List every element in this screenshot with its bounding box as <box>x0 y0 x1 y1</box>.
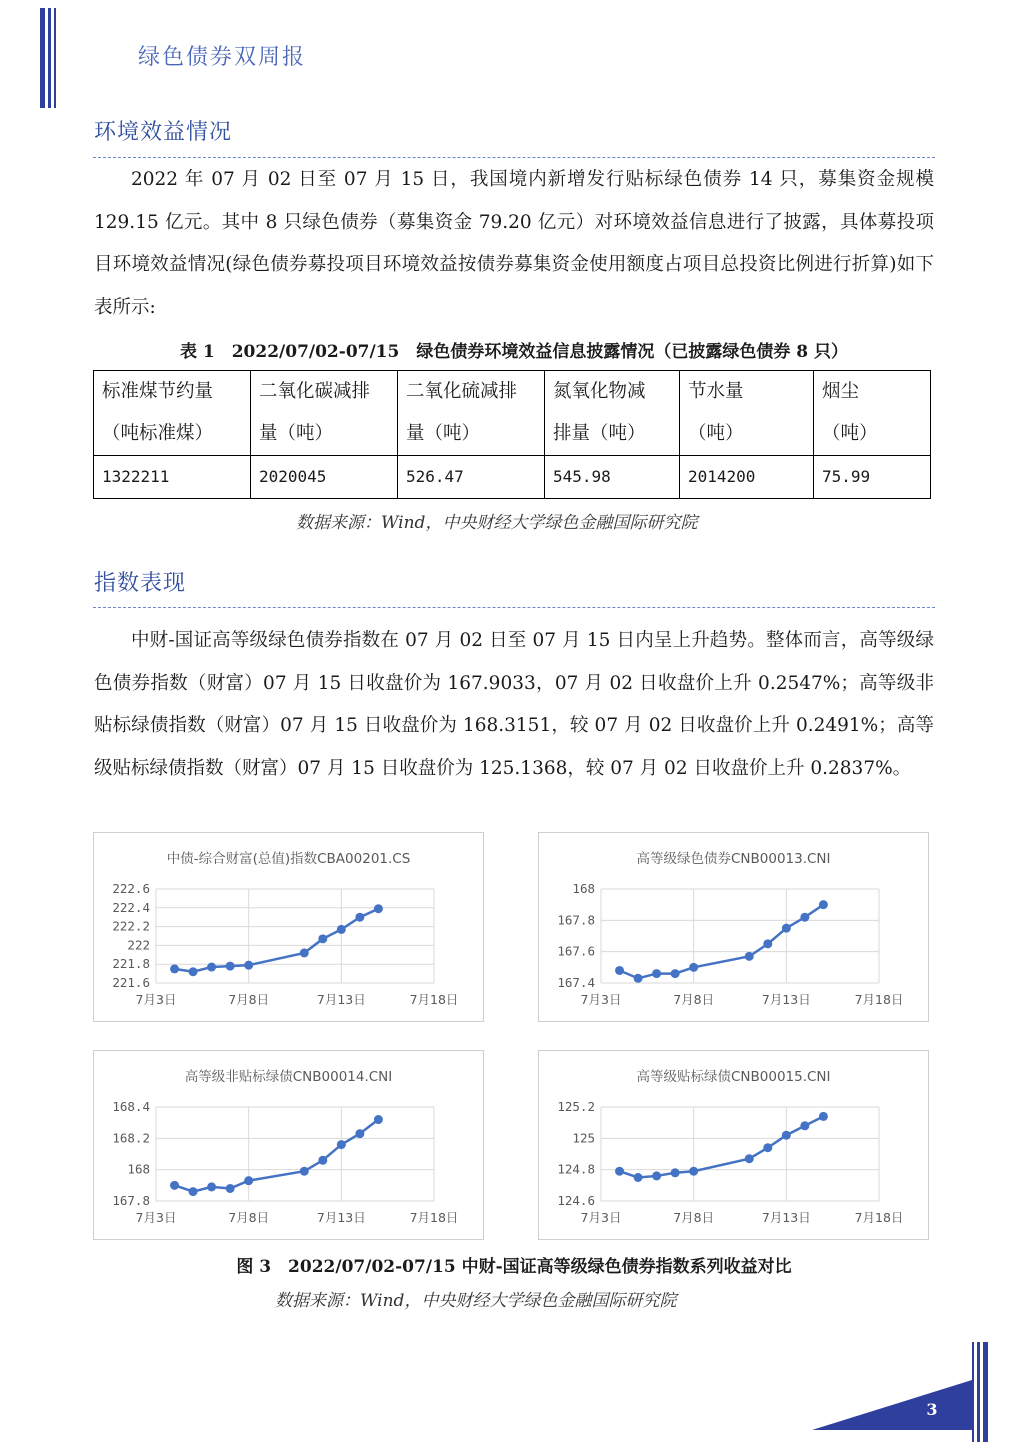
x-tick-label: 7月8日 <box>673 992 715 1007</box>
x-tick-label: 7月18日 <box>409 992 459 1007</box>
index-paragraph: 中财-国证高等级绿色债券指数在 07 月 02 日至 07 月 15 日内呈上升趋势。整体而言，高等级绿色债券指数（财富）07 月 15 日收盘价为 167.9033，07 月 02 日收盘价上升 0.2547%；高等级非贴标绿债指数（财富）07 月 15 日收盘价为 168.3151，较 07 月 02 日收盘价上升 0.2491%；高等级贴标绿债指数（财富）07 月 15 日收盘价为 125.1368，较 07 月 02 日收盘价上升 0.2837%。 <box>94 630 934 779</box>
data-point <box>300 1167 309 1176</box>
chart-title: 高等级绿色债券CNB00013.CNI <box>636 851 831 867</box>
page-number: 3 <box>926 1400 938 1419</box>
data-point <box>634 1173 643 1182</box>
chart-cnb00013 <box>539 833 928 1021</box>
x-tick-label: 7月8日 <box>228 992 270 1007</box>
footer-decoration-bars <box>972 1342 992 1442</box>
data-point <box>671 1168 680 1177</box>
data-point <box>615 1167 624 1176</box>
chart-panel-cba00201 <box>93 832 484 1022</box>
table-cell: 2020045 <box>251 456 398 499</box>
section-title-index: 指数表现 <box>94 571 187 596</box>
y-tick-label: 124.6 <box>557 1193 595 1208</box>
data-point <box>374 1115 383 1124</box>
x-tick-label: 7月18日 <box>409 1210 459 1225</box>
x-tick-label: 7月13日 <box>761 1210 811 1225</box>
data-point <box>689 1167 698 1176</box>
data-point <box>226 1184 235 1193</box>
chart-panel-cnb00015 <box>538 1050 929 1240</box>
x-tick-label: 7月8日 <box>228 1210 270 1225</box>
x-tick-label: 7月13日 <box>316 992 366 1007</box>
chart-panel-cnb00013 <box>538 832 929 1022</box>
data-point <box>671 969 680 978</box>
x-tick-label: 7月3日 <box>580 1210 622 1225</box>
series-line <box>175 909 379 972</box>
table-caption: 表 1 2022/07/02-07/15 绿色债券环境效益信息披露情况（已披露绿色债券 8 只） <box>179 342 849 362</box>
table-header-cell: 节水量 （吨） <box>680 371 814 456</box>
y-tick-label: 167.6 <box>557 943 595 959</box>
table-header-cell: 氮氧化物减 排量（吨） <box>545 371 680 456</box>
y-tick-label: 167.8 <box>557 912 595 928</box>
y-tick-label: 222.6 <box>112 881 150 896</box>
table-header-cell: 二氧化硫减排 量（吨） <box>398 371 545 456</box>
y-tick-label: 167.4 <box>557 975 595 990</box>
data-point <box>355 1129 364 1138</box>
y-tick-label: 124.8 <box>557 1161 595 1177</box>
section-divider <box>93 607 935 608</box>
section-divider <box>93 157 935 158</box>
data-point <box>355 913 364 922</box>
y-tick-label: 222 <box>127 937 150 953</box>
data-point <box>819 900 828 909</box>
environment-benefit-table <box>93 370 931 499</box>
environment-paragraph: 2022 年 07 月 02 日至 07 月 15 日，我国境内新增发行贴标绿色债券 14 只，募集资金规模 129.15 亿元。其中 8 只绿色债券（募集资金 79.20 亿元）对环境效益信息进行了披露，具体募投项目环境效益情况(绿色债券募投项目环境效益按债券募集资金使用额度占项目总投资比例进行折算)如下表所示: <box>94 169 934 318</box>
x-tick-label: 7月13日 <box>316 1210 366 1225</box>
data-point <box>244 1176 253 1185</box>
y-tick-label: 222.2 <box>112 918 150 934</box>
chart-title: 中债-综合财富(总值)指数CBA00201.CS <box>166 851 411 867</box>
data-point <box>207 1182 216 1191</box>
data-point <box>800 913 809 922</box>
chart-cba00201 <box>94 833 483 1021</box>
header-decoration-bars <box>40 8 60 108</box>
chart-title: 高等级非贴标绿债CNB00014.CNI <box>184 1069 393 1085</box>
data-point <box>244 961 253 970</box>
y-tick-label: 168.4 <box>112 1099 150 1114</box>
x-tick-label: 7月13日 <box>761 992 811 1007</box>
series-line <box>620 905 824 979</box>
data-point <box>763 939 772 948</box>
data-point <box>782 1131 791 1140</box>
data-point <box>652 969 661 978</box>
data-point <box>318 1156 327 1165</box>
y-tick-label: 168 <box>127 1161 150 1177</box>
x-tick-label: 7月8日 <box>673 1210 715 1225</box>
y-tick-label: 221.6 <box>112 975 150 990</box>
data-point <box>300 948 309 957</box>
table-header-cell: 标准煤节约量 （吨标准煤） <box>94 371 251 456</box>
data-point <box>189 967 198 976</box>
data-point <box>207 963 216 972</box>
x-tick-label: 7月18日 <box>854 1210 904 1225</box>
data-point <box>782 924 791 933</box>
data-source-note: 数据来源：Wind，中央财经大学绿色金融国际研究院 <box>296 513 698 533</box>
y-tick-label: 222.4 <box>112 899 150 915</box>
table-row <box>94 456 931 499</box>
figure-caption: 图 3 2022/07/02-07/15 中财-国证高等级绿色债券指数系列收益对比 <box>236 1257 792 1277</box>
table-cell: 526.47 <box>398 456 545 499</box>
table-cell: 1322211 <box>94 456 251 499</box>
x-tick-label: 7月3日 <box>580 992 622 1007</box>
chart-cnb00015 <box>539 1051 928 1239</box>
y-tick-label: 168.2 <box>112 1130 150 1146</box>
y-tick-label: 125.2 <box>557 1099 595 1114</box>
series-line <box>620 1116 824 1177</box>
data-point <box>189 1187 198 1196</box>
report-title: 绿色债券双周报 <box>138 45 307 70</box>
table-cell: 75.99 <box>814 456 931 499</box>
section-title-environment: 环境效益情况 <box>94 120 233 145</box>
data-point <box>337 1140 346 1149</box>
data-point <box>170 964 179 973</box>
table-cell: 2014200 <box>680 456 814 499</box>
data-point <box>800 1121 809 1130</box>
y-tick-label: 221.8 <box>112 956 150 972</box>
data-point <box>337 925 346 934</box>
data-point <box>652 1171 661 1180</box>
data-source-note: 数据来源：Wind，中央财经大学绿色金融国际研究院 <box>275 1291 677 1311</box>
data-point <box>374 904 383 913</box>
data-point <box>318 934 327 943</box>
table-header-cell: 二氧化碳减排 量（吨） <box>251 371 398 456</box>
chart-cnb00014 <box>94 1051 483 1239</box>
table-cell: 545.98 <box>545 456 680 499</box>
x-tick-label: 7月18日 <box>854 992 904 1007</box>
data-point <box>634 974 643 983</box>
table-header-cell: 烟尘 （吨） <box>814 371 931 456</box>
data-point <box>819 1112 828 1121</box>
series-line <box>175 1120 379 1192</box>
x-tick-label: 7月3日 <box>135 1210 177 1225</box>
chart-panel-cnb00014 <box>93 1050 484 1240</box>
footer-corner-triangle <box>812 1380 972 1430</box>
data-point <box>226 962 235 971</box>
y-tick-label: 168 <box>572 881 595 896</box>
x-tick-label: 7月3日 <box>135 992 177 1007</box>
y-tick-label: 167.8 <box>112 1193 150 1208</box>
data-point <box>745 1154 754 1163</box>
table-header-row <box>94 371 931 456</box>
data-point <box>615 966 624 975</box>
data-point <box>763 1143 772 1152</box>
y-tick-label: 125 <box>572 1130 595 1146</box>
data-point <box>745 952 754 961</box>
data-point <box>689 963 698 972</box>
data-point <box>170 1181 179 1190</box>
chart-title: 高等级贴标绿债CNB00015.CNI <box>636 1069 831 1085</box>
